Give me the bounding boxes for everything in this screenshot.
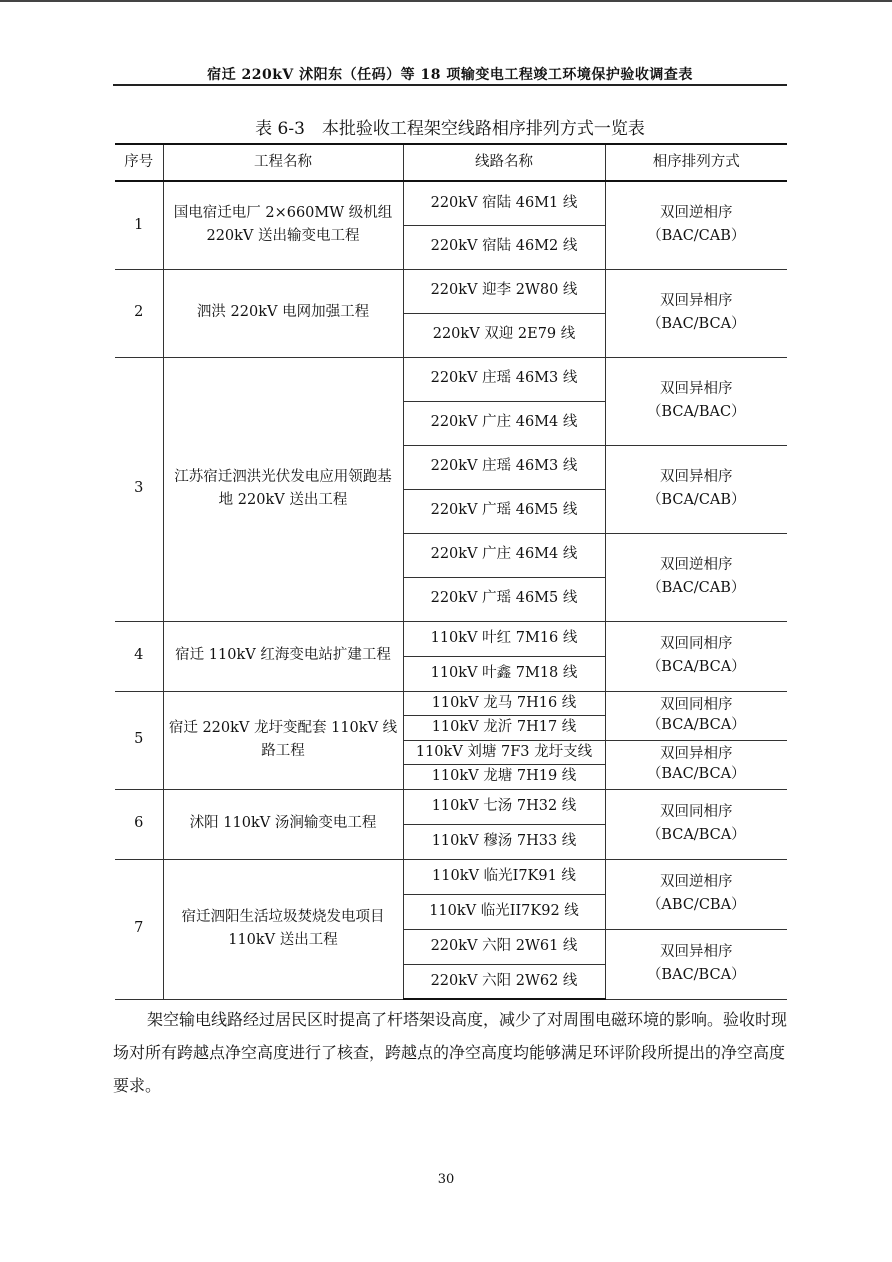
row-number: 7 [115,859,163,999]
running-header: 宿迁 220kV 沭阳东（任码）等 18 项输变电工程竣工环境保护验收调查表 [207,67,693,83]
phase-arrangement [605,445,787,533]
line-name: 110kV 刘塘 7F3 龙圩支线 [403,740,605,765]
phase-type: 双回异相序 [660,468,733,485]
phase-type: 双回逆相序 [660,205,733,222]
header-rule [113,84,787,86]
phase-code: （BAC/BCA） [646,765,746,782]
table-row [115,357,787,401]
body-paragraph: 架空输电线路经过居民区时提高了杆塔架设高度，减少了对周围电磁环境的影响。验收时现场对所有跨越点净空高度进行了核查，跨越点的净空高度均能够满足环评阶段所提出的净空高度要求。 [113,1010,788,1095]
project-name: 沭阳 110kV 汤涧输变电工程 [163,789,403,859]
line-name: 220kV 庄瑶 46M3 线 [403,445,605,489]
line-name: 220kV 宿陆 46M2 线 [403,225,605,269]
line-name: 110kV 叶红 7M16 线 [403,621,605,656]
phase-code: （BCA/BAC） [646,404,746,420]
line-name: 220kV 双迎 2E79 线 [403,313,605,357]
phase-code: （BAC/CAB） [647,228,746,245]
phase-arrangement [605,859,787,929]
line-name: 110kV 叶鑫 7M18 线 [403,656,605,691]
phase-code: （BAC/BCA） [646,316,746,332]
line-name: 220kV 广庄 46M4 线 [403,533,605,577]
phase-code: （BCA/BCA） [646,827,746,843]
table-row [115,691,787,716]
line-name: 220kV 广庄 46M4 线 [403,401,605,445]
line-name: 110kV 穆汤 7H33 线 [403,824,605,859]
line-name: 220kV 六阳 2W61 线 [403,929,605,964]
table-row [115,859,787,894]
phase-type: 双回异相序 [660,943,733,960]
phase-code: （BCA/CAB） [646,492,746,508]
phase-arrangement [605,789,787,859]
phase-type: 双回异相序 [660,745,733,762]
column-header-line: 线路名称 [403,144,605,181]
row-number: 5 [115,691,163,789]
phase-type: 双回同相序 [660,803,733,820]
page-number: 30 [437,1172,455,1187]
phase-code: （BAC/BCA） [646,967,746,983]
project-name: 泗洪 220kV 电网加强工程 [163,269,403,357]
line-name: 110kV 临光I7K91 线 [403,859,605,894]
project-name: 宿迁泗阳生活垃圾焚烧发电项目 110kV 送出工程 [163,859,403,999]
project-name: 宿迁 110kV 红海变电站扩建工程 [163,621,403,691]
row-number: 3 [115,357,163,621]
phase-code: （BAC/CAB） [647,580,746,596]
column-header-no: 序号 [115,144,163,181]
table-row [115,789,787,824]
phase-type: 双回异相序 [660,292,733,309]
phase-arrangement [605,929,787,999]
phase-arrangement [605,691,787,740]
table-row [115,269,787,313]
column-header-project: 工程名称 [163,144,403,181]
phase-arrangement [605,269,787,357]
phase-code: （BCA/BCA） [646,659,746,675]
line-name: 110kV 龙马 7H16 线 [403,691,605,716]
line-name: 220kV 庄瑶 46M3 线 [403,357,605,401]
project-name: 国电宿迁电厂 2×660MW 级机组 220kV 送出输变电工程 [163,181,403,269]
phase-arrangement [605,357,787,445]
phase-type: 双回同相序 [660,696,733,713]
line-name: 220kV 迎李 2W80 线 [403,269,605,313]
page-top-border [0,0,892,2]
line-name: 220kV 广瑶 46M5 线 [403,577,605,621]
column-header-phase: 相序排列方式 [605,144,787,181]
line-name: 110kV 龙塘 7H19 线 [403,765,605,790]
line-name: 110kV 七汤 7H32 线 [403,789,605,824]
phase-arrangement [605,621,787,691]
phase-type: 双回逆相序 [660,873,733,890]
phase-type: 双回逆相序 [660,556,733,573]
row-number: 2 [115,269,163,357]
project-name: 宿迁 220kV 龙圩变配套 110kV 线路工程 [163,691,403,789]
phase-sequence-table [115,143,787,1000]
table-row [115,181,787,225]
line-name: 220kV 六阳 2W62 线 [403,964,605,999]
phase-type: 双回同相序 [660,635,733,652]
row-number: 4 [115,621,163,691]
row-number: 1 [115,181,163,269]
table-row [115,621,787,656]
phase-code: （BCA/BCA） [646,716,746,733]
project-name: 江苏宿迁泗洪光伏发电应用领跑基地 220kV 送出工程 [163,357,403,621]
phase-arrangement [605,181,787,269]
phase-type: 双回异相序 [660,380,733,397]
line-name: 110kV 龙沂 7H17 线 [403,716,605,741]
row-number: 6 [115,789,163,859]
line-name: 110kV 临光II7K92 线 [403,894,605,929]
line-name: 220kV 广瑶 46M5 线 [403,489,605,533]
table-caption: 表 6-3 本批验收工程架空线路相序排列方式一览表 [255,119,645,139]
table-header-row [115,144,787,181]
line-name: 220kV 宿陆 46M1 线 [403,181,605,225]
phase-arrangement [605,533,787,621]
phase-code: （ABC/CBA） [646,897,746,913]
phase-arrangement [605,740,787,789]
